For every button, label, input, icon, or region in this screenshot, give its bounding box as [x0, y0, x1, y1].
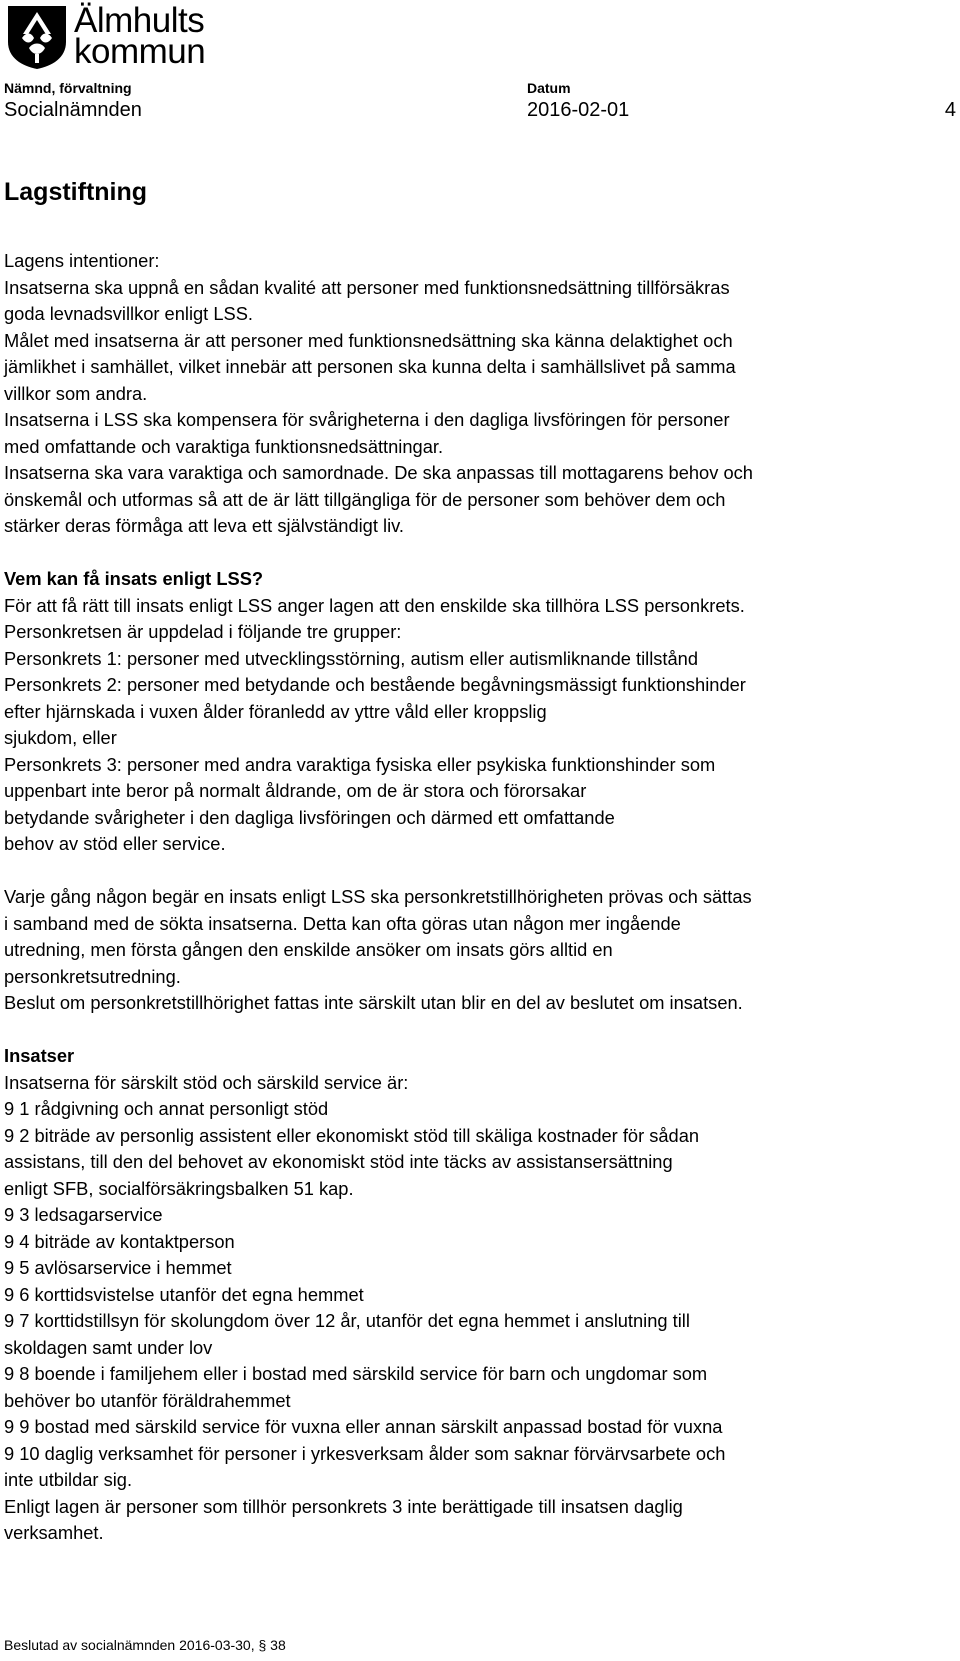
text-line: assistans, till den del behovet av ekonomiskt stöd inte täcks av assistansersättning: [4, 1151, 673, 1172]
text-line: inte utbildar sig.: [4, 1469, 133, 1490]
org-value: Socialnämnden: [4, 99, 142, 121]
logo-line-2: kommun: [74, 32, 206, 71]
text-line: Varje gång någon begär en insats enligt LSS ska personkretstillhörigheten prövas och sättas: [4, 886, 752, 907]
text-line: 9 9 bostad med särskild service för vuxna eller annan särskilt anpassad bostad för vuxna: [4, 1416, 723, 1437]
text-line: villkor som andra.: [4, 382, 148, 404]
text-line: behov av stöd eller service.: [4, 833, 226, 854]
text-line: jämlikhet i samhället, vilket innebär att personen ska kunna delta i samhällslivet på samma: [4, 356, 736, 377]
text-line: personkretsutredning.: [4, 965, 181, 987]
text-line: behöver bo utanför föräldrahemmet: [4, 1389, 291, 1411]
text-line: i samband med de sökta insatserna. Detta kan ofta göras utan någon mer ingående: [4, 912, 681, 934]
text-line: goda levnadsvillkor enligt LSS.: [4, 303, 253, 324]
text-line: önskemål och utformas så att de är lätt tillgängliga för de personer som behöver dem och: [4, 488, 726, 510]
date-label: Datum: [527, 80, 571, 96]
text-line: Insatserna ska vara varaktiga och samordnade. De ska anpassas till mottagarens behov och: [4, 462, 753, 483]
text-line: Målet med insatserna är att personer med funktionsnedsättning ska känna delaktighet och: [4, 329, 733, 351]
text-line: Personkrets 1: personer med utvecklingsstörning, autism eller autismliknande tillstånd: [4, 647, 699, 669]
text-line: efter hjärnskada i vuxen ålder föranledd av yttre våld eller kroppslig: [4, 700, 547, 722]
text-line: 9 3 ledsagarservice: [4, 1204, 163, 1225]
text-line: 9 10 daglig verksamhet för personer i yrkesverksam ålder som saknar förvärvsarbete och: [4, 1442, 726, 1464]
blank-line: [4, 858, 954, 885]
text-line: uppenbart inte beror på normalt åldrande, om de är stora och förorsakar: [4, 780, 587, 801]
page-title: Lagstiftning: [4, 178, 148, 206]
text-line: enligt SFB, socialförsäkringsbalken 51 kap.: [4, 1177, 354, 1199]
text-line: Beslut om personkretstillhörighet fattas inte särskilt utan blir en del av beslutet om insatsen.: [4, 992, 743, 1013]
text-line: utredning, men första gången den enskilde ansöker om insats görs alltid en: [4, 939, 613, 960]
document-body: [4, 248, 954, 1547]
text-line: sjukdom, eller: [4, 727, 117, 748]
logo-wordmark: [74, 1, 206, 71]
section-heading: Insatser: [4, 1045, 75, 1066]
text-line: 9 2 biträde av personlig assistent eller ekonomiskt stöd till skäliga kostnader för sådan: [4, 1124, 700, 1146]
footer-note: Beslutad av socialnämnden 2016-03-30, § 38: [4, 1637, 286, 1653]
text-line: 9 7 korttidstillsyn för skolungdom över 12 år, utanför det egna hemmet i anslutning till: [4, 1310, 690, 1331]
page-number: 4: [944, 99, 956, 121]
text-line: skoldagen samt under lov: [4, 1336, 213, 1358]
date-value: 2016-02-01: [527, 99, 630, 121]
text-line: 9 6 korttidsvistelse utanför det egna hemmet: [4, 1283, 364, 1305]
text-line: stärker deras förmåga att leva ett självständigt liv.: [4, 515, 404, 536]
text-line: Insatserna ska uppnå en sådan kvalité att personer med funktionsnedsättning tillförsäkras: [4, 276, 730, 298]
text-line: Enligt lagen är personer som tillhör personkrets 3 inte berättigade till insatsen daglig: [4, 1495, 683, 1517]
logo-line-1: Älmhults: [74, 1, 205, 40]
text-line: För att få rätt till insats enligt LSS anger lagen att den enskilde ska tillhöra LSS personkrets.: [4, 594, 745, 616]
blank-line: [4, 1017, 954, 1044]
text-line: Insatserna i LSS ska kompensera för svårigheterna i den dagliga livsföringen för personer: [4, 409, 730, 430]
text-line: betydande svårigheter i den dagliga livsföringen och därmed ett omfattande: [4, 806, 615, 828]
section-heading: Vem kan få insats enligt LSS?: [4, 568, 264, 589]
municipality-logo: [6, 1, 206, 71]
text-line: Personkrets 3: personer med andra varaktiga fysiska eller psykiska funktionshinder som: [4, 753, 716, 775]
text-line: 9 5 avlösarservice i hemmet: [4, 1257, 232, 1278]
text-line: Lagens intentioner:: [4, 250, 160, 271]
text-line: 9 8 boende i familjehem eller i bostad med särskild service för barn och ungdomar som: [4, 1363, 708, 1384]
coat-of-arms-icon: [6, 4, 68, 70]
org-label: Nämnd, förvaltning: [4, 80, 132, 96]
text-line: verksamhet.: [4, 1522, 104, 1543]
text-line: med omfattande och varaktiga funktionsnedsättningar.: [4, 435, 444, 457]
text-line: 9 1 rådgivning och annat personligt stöd: [4, 1098, 329, 1119]
blank-line: [4, 540, 954, 567]
text-line: Personkretsen är uppdelad i följande tre grupper:: [4, 621, 402, 642]
text-line: 9 4 biträde av kontaktperson: [4, 1230, 235, 1252]
text-line: Insatserna för särskilt stöd och särskild service är:: [4, 1071, 409, 1093]
text-line: Personkrets 2: personer med betydande och bestående begåvningsmässigt funktionshinder: [4, 674, 746, 695]
